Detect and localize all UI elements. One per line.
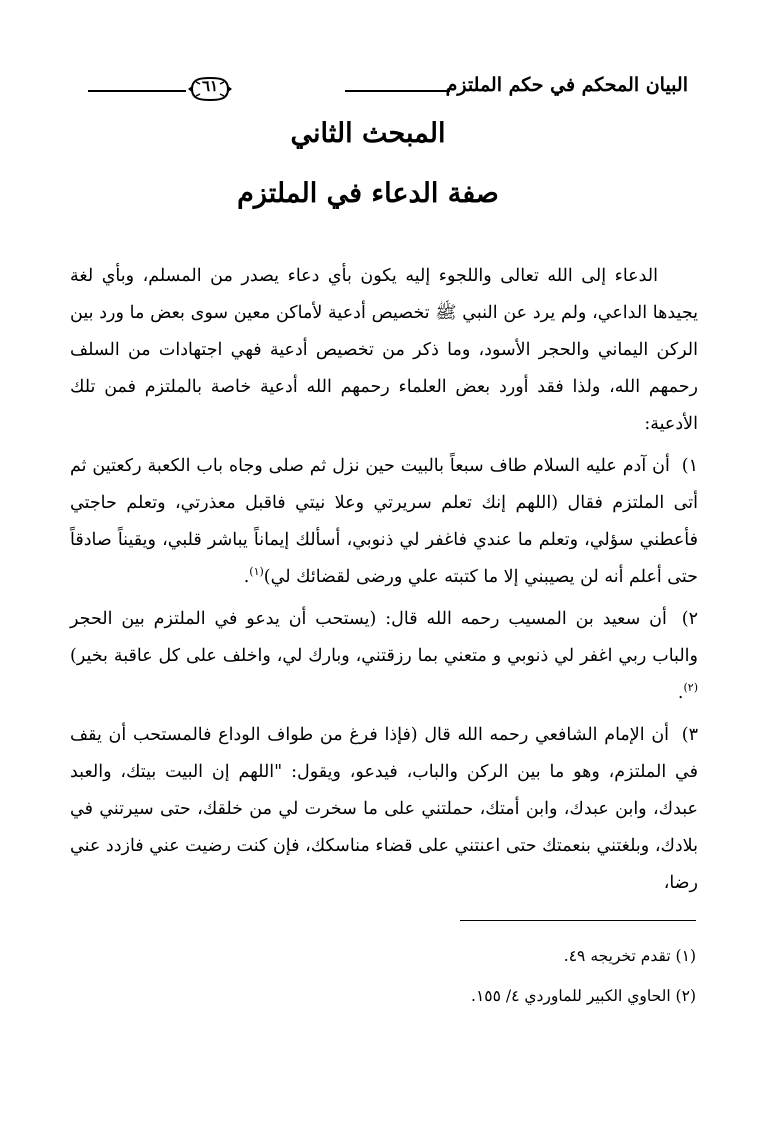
item-number: ٢)	[681, 609, 698, 629]
page-number-badge	[186, 74, 234, 104]
item-end: .	[677, 683, 684, 703]
page-number: ٦١	[201, 77, 219, 95]
section-subtitle: صفة الدعاء في الملتزم	[237, 178, 499, 209]
footnote-ref: (١)	[249, 565, 264, 579]
item-end: .	[243, 567, 250, 587]
footnote-ref: (٢)	[683, 681, 698, 695]
list-item	[70, 601, 698, 712]
header-rule-left	[88, 90, 186, 92]
item-number: ١)	[681, 456, 698, 476]
body-text	[70, 258, 698, 907]
section-title: المبحث الثاني	[290, 118, 446, 149]
footnote: (١) تقدم تخريجه ٤٩.	[563, 947, 696, 965]
list-item	[70, 717, 698, 902]
running-header	[88, 72, 688, 108]
intro-paragraph: الدعاء إلى الله تعالى واللجوء إليه يكون بأي دعاء يصدر من المسلم، وبأي لغة يجيدها الداعي، ولم يرد عن النبي ﷺ تخصيص أدعية لأماكن معين سوى بعض ما ورد بين الركن اليماني والحجر الأسود، وما ذكر من تخصيص أدعية فهي اجتهادات من السلف رحمهم الله، ولذا فقد أورد بعض العلماء رحمهم الله أدعية خاصة بالملتزم فمن تلك الأدعية:	[70, 266, 698, 434]
footnote-separator	[460, 920, 696, 921]
item-text: أن سعيد بن المسيب رحمه الله قال: (يستحب أن يدعو في الملتزم بين الحجر والباب ربي اغفر لي ذنوبي و متعني بما رزقتني، وبارك لي، واخلف على كل عاقبة بخير)	[70, 609, 698, 666]
running-title: البيان المحكم في حكم الملتزم	[445, 74, 688, 96]
header-rule-right	[345, 90, 450, 92]
footnote: (٢) الحاوي الكبير للماوردي ٤/ ١٥٥.	[471, 987, 696, 1005]
item-text: أن الإمام الشافعي رحمه الله قال (فإذا فرغ من طواف الوداع فالمستحب أن يقف في الملتزم، وهو ما بين الركن والباب، فيدعو، ويقول: "اللهم إن البيت بيتك، والعبد عبدك، وابن عبدك، وابن أمتك، حملتني على ما سخرت لي من خلقك، حتى سيرتني في بلادك، وبلغتني بنعمتك حتى اعنتني على قضاء مناسكك، فإن كنت رضيت عني فازدد عني رضا،	[70, 725, 698, 893]
item-number: ٣)	[681, 725, 698, 745]
footnotes	[68, 936, 696, 1016]
item-text: أن آدم عليه السلام طاف سبعاً بالبيت حين نزل ثم صلى وجاه باب الكعبة ركعتين ثم أتى الملتزم فقال (اللهم إنك تعلم سريرتي وعلا نيتي فاقبل معذرتي، وتعلم حاجتي فأعطني سؤلي، وتعلم ما عندي فاغفر لي ذنوبي، أسألك إيماناً يباشر قلبي، ويقيناً صادقاً حتى أعلم أنه لن يصيبني إلا ما كتبته علي ورضى لقضائك لي)	[70, 456, 698, 587]
list-item	[70, 448, 698, 596]
